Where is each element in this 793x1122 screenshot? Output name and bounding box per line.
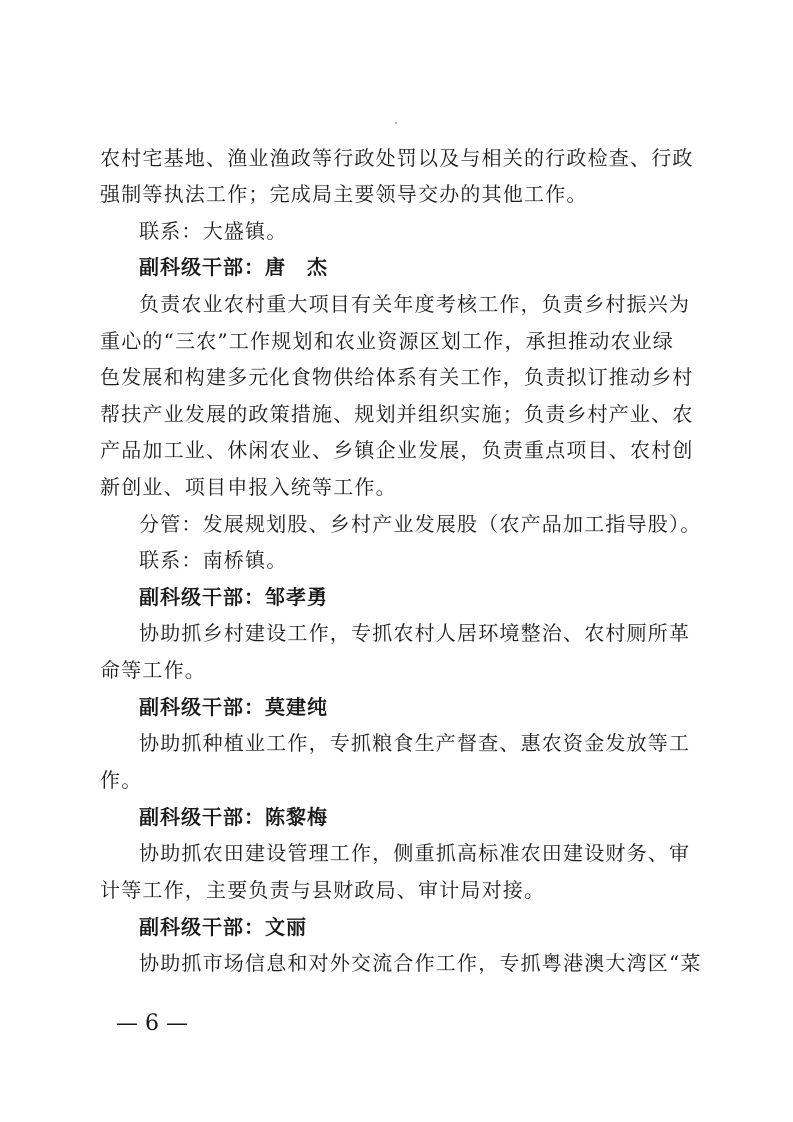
section-heading: 副科级干部：莫建纯 (139, 695, 328, 719)
paragraph-line: 产品加工业、休闲农业、乡镇企业发展，负责重点项目、农村创 (100, 438, 694, 462)
section-heading: 副科级干部：唐 杰 (139, 255, 328, 279)
section-heading: 副科级干部：文丽 (139, 915, 307, 939)
paragraph-line: 农村宅基地、渔业渔政等行政处罚以及与相关的行政检查、行政 (100, 146, 694, 170)
paragraph-line: 负责农业农村重大项目有关年度考核工作，负责乡村振兴为 (139, 292, 691, 316)
supervision-line: 分管：发展规划股、乡村产业发展股（农产品加工指导股）。 (139, 512, 702, 536)
scan-speck (395, 122, 397, 124)
paragraph-line: 命等工作。 (100, 658, 206, 682)
paragraph-line: 协助抓市场信息和对外交流合作工作，专抓粤港澳大湾区“菜 (139, 951, 702, 975)
page-number: — 6 — (116, 1011, 188, 1036)
paragraph-line: 协助抓农田建设管理工作，侧重抓高标准农田建设财务、审 (139, 841, 691, 865)
contact-line: 联系：南桥镇。 (139, 548, 288, 572)
paragraph-line: 作。 (100, 768, 143, 792)
paragraph-line: 强制等执法工作；完成局主要领导交办的其他工作。 (100, 182, 588, 206)
paragraph-line: 色发展和构建多元化食物供给体系有关工作，负责拟订推动乡村 (100, 365, 694, 389)
paragraph-line: 协助抓乡村建设工作，专抓农村人居环境整治、农村厕所革 (139, 621, 691, 645)
paragraph-line: 新创业、项目申报入统等工作。 (100, 475, 397, 499)
section-heading: 副科级干部：陈黎梅 (139, 805, 328, 829)
paragraph-line: 计等工作，主要负责与县财政局、审计局对接。 (100, 878, 546, 902)
section-heading: 副科级干部：邹孝勇 (139, 585, 328, 609)
paragraph-line: 帮扶产业发展的政策措施、规划并组织实施；负责乡村产业、农 (100, 402, 694, 426)
contact-line: 联系：大盛镇。 (139, 219, 288, 243)
paragraph-line: 协助抓种植业工作，专抓粮食生产督查、惠农资金发放等工 (139, 731, 691, 755)
paragraph-line: 重心的“三农”工作规划和农业资源区划工作，承担推动农业绿 (100, 329, 675, 353)
